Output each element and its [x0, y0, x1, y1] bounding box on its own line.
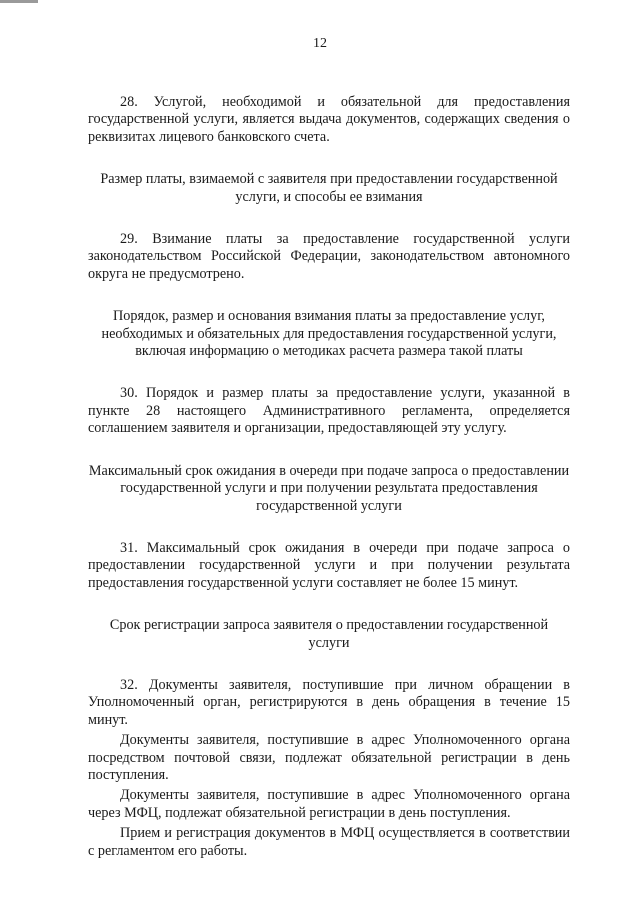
page-number: 12	[313, 36, 327, 51]
heading-fee-size: Размер платы, взимаемой с заявителя при предоставлении государственной услуги, и способы ее взимания	[100, 171, 558, 205]
scan-edge-mark	[0, 0, 38, 3]
heading-fee-procedure: Порядок, размер и основания взимания платы за предоставление услуг, необходимых и обязательных для предоставления государственной услуги, включая информацию о методиках расчета размера такой платы	[101, 308, 557, 360]
paragraph-32-mfc-reception: Прием и регистрация документов в МФЦ осуществляется в соответствии с регламентом его работы.	[88, 825, 570, 859]
heading-registration-term: Срок регистрации запроса заявителя о предоставлении государственной услуги	[109, 617, 549, 651]
document-body	[88, 94, 570, 860]
paragraph-30: 30. Порядок и размер платы за предоставление услуги, указанной в пункте 28 настоящего Административного регламента, определяется соглашением заявителя и организации, предоставляющей эту услугу.	[88, 385, 570, 437]
paragraph-28: 28. Услугой, необходимой и обязательной для предоставления государственной услуги, является выдача документов, содержащих сведения о реквизитах лицевого банковского счета.	[88, 94, 570, 145]
paragraph-31: 31. Максимальный срок ожидания в очереди при подаче запроса о предоставлении государственной услуги и при получении результата предоставления государственной услуги составляет не более 15 минут.	[88, 539, 570, 591]
paragraph-32-personal: 32. Документы заявителя, поступившие при личном обращении в Уполномоченный орган, регистрируются в день обращения в течение 15 минут.	[88, 676, 570, 728]
heading-max-wait: Максимальный срок ожидания в очереди при подаче запроса о предоставлении государственной услуги и при получении результата предоставления государственной услуги	[88, 462, 570, 514]
paragraph-32-mfc: Документы заявителя, поступившие в адрес Уполномоченного органа через МФЦ, подлежат обязательной регистрации в день поступления.	[88, 787, 570, 821]
paragraph-29: 29. Взимание платы за предоставление государственной услуги законодательством Российской Федерации, законодательством автономного округа не предусмотрено.	[88, 231, 570, 282]
paragraph-32-postal: Документы заявителя, поступившие в адрес Уполномоченного органа посредством почтовой связи, подлежат обязательной регистрации в день поступления.	[88, 732, 570, 783]
